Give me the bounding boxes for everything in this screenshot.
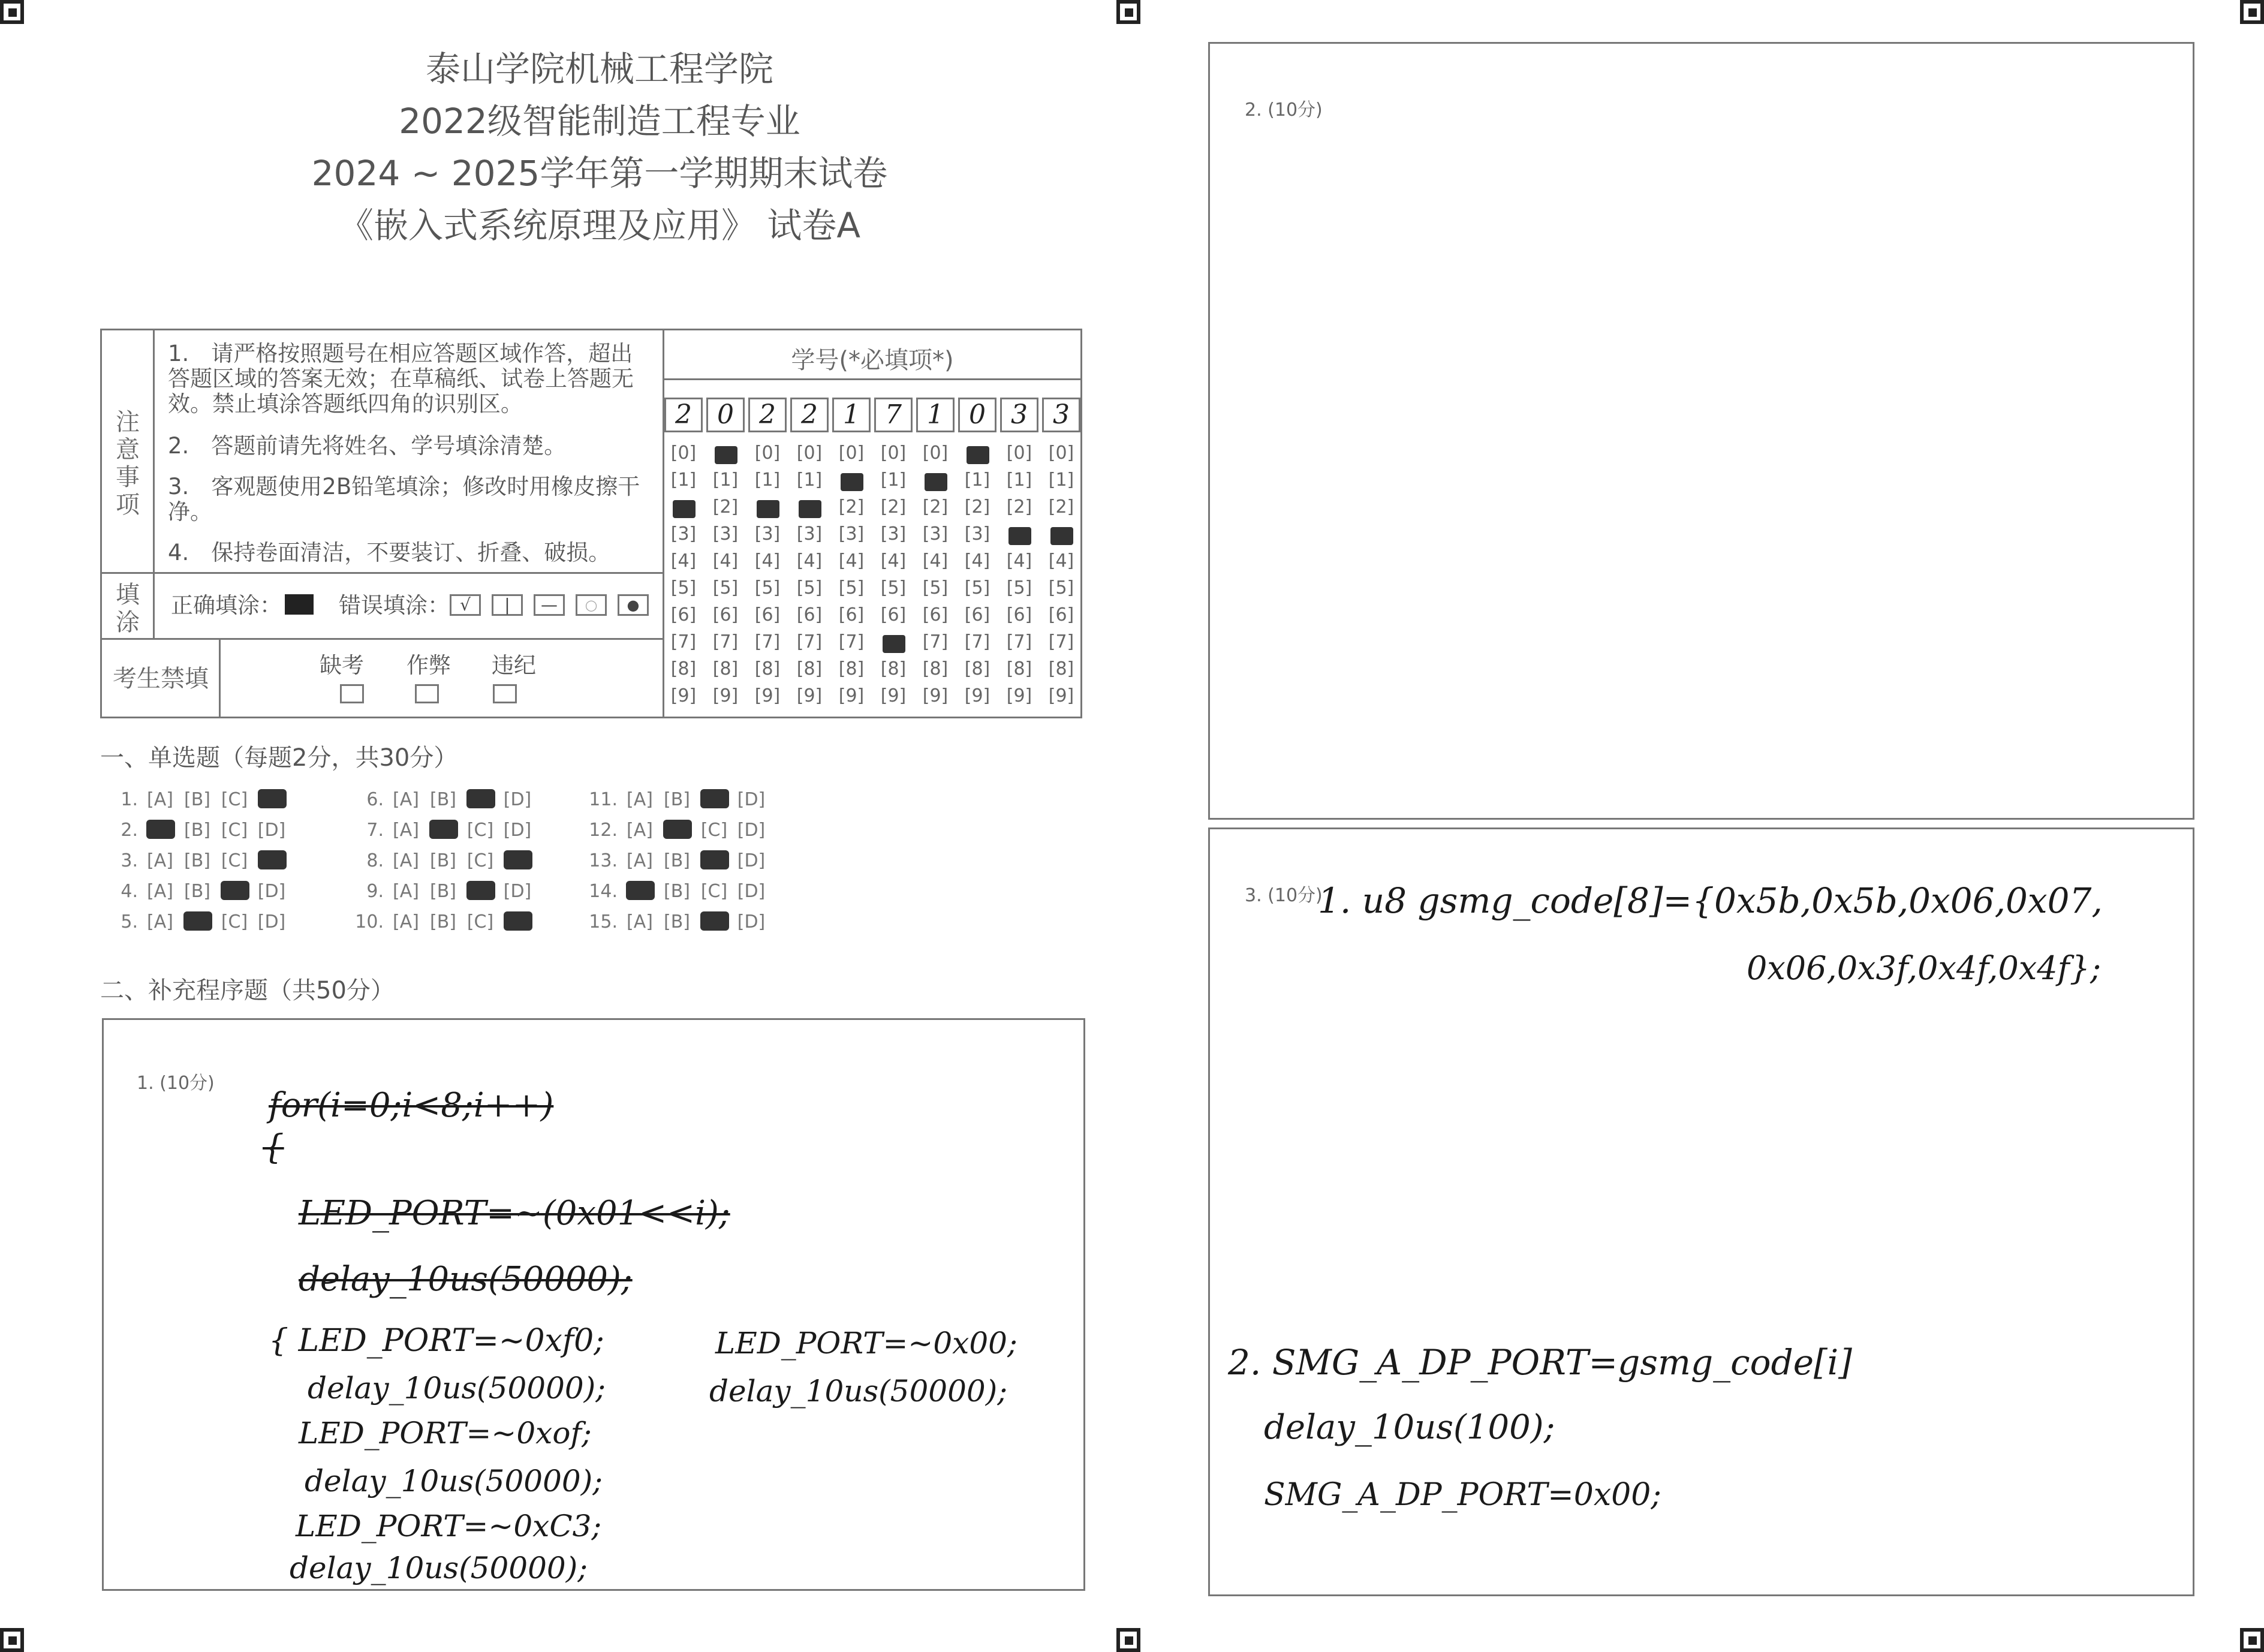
mcq-option-bubble[interactable]: [D] — [737, 881, 766, 902]
student-id-bubble[interactable]: [8] — [712, 658, 739, 679]
violation-label: 违纪 — [492, 652, 536, 678]
student-id-bubble[interactable]: [6] — [838, 604, 865, 625]
student-id-digit: 3 — [1011, 399, 1028, 430]
student-id-bubble[interactable]: [9] — [670, 685, 697, 706]
mcq-option-bubble[interactable]: [C] — [221, 850, 248, 871]
mcq-question-number: 12. — [589, 820, 618, 841]
mcq-option-bubble[interactable]: [D] — [257, 881, 286, 902]
mcq-option-bubble[interactable]: [C] — [221, 911, 248, 932]
student-id-bubble[interactable]: [6] — [1006, 604, 1032, 625]
mcq-option-bubble[interactable]: [A] — [147, 881, 173, 902]
mcq-option-bubble[interactable]: [A] — [627, 789, 653, 810]
q1-struck-line-4: delay_10us(50000); — [299, 1260, 633, 1299]
q1-struck-line-1: for(i=0;i<8;i++) — [269, 1086, 554, 1125]
mcq-option-bubble[interactable] — [658, 820, 696, 841]
q3-part1-line-2: 0x06,0x3f,0x4f,0x4f}; — [1747, 949, 2102, 987]
wrong-mark-bar: | — [492, 594, 523, 616]
info-box — [100, 329, 1082, 718]
student-id-bubble[interactable] — [706, 443, 745, 464]
student-id-bubble[interactable]: [1] — [1006, 470, 1032, 491]
student-id-bubble[interactable]: [8] — [754, 658, 781, 679]
student-id-bubble[interactable]: [9] — [1048, 685, 1074, 706]
q1-left-line-5: LED_PORT=~0xC3; — [296, 1509, 602, 1543]
mcq-option-bubble[interactable]: [B] — [664, 789, 690, 810]
mcq-option-bubble[interactable]: [B] — [664, 881, 690, 902]
q3-label: 3. (10分) — [1245, 885, 1323, 906]
mcq-question-number: 6. — [366, 789, 384, 810]
wrong-mark-dash: — — [534, 594, 565, 616]
mcq-option-bubble[interactable]: [B] — [664, 911, 690, 932]
student-id-bubble[interactable]: [3] — [754, 523, 781, 544]
student-id-bubble[interactable]: [3] — [964, 523, 990, 544]
mcq-question-number: 4. — [121, 881, 138, 902]
q1-right-line-2: delay_10us(50000); — [709, 1374, 1008, 1409]
mcq-option-bubble[interactable] — [696, 911, 733, 932]
term-title: 2024 ~ 2025学年第一学期期末试卷 — [311, 153, 888, 194]
student-id-digit: 2 — [801, 399, 818, 430]
student-id-bubble[interactable]: [9] — [880, 685, 907, 706]
student-id-bubble[interactable]: [7] — [1048, 631, 1074, 652]
mcq-option-bubble[interactable]: [A] — [393, 789, 419, 810]
mcq-option-bubble[interactable]: [D] — [257, 820, 286, 841]
mcq-question — [582, 911, 770, 932]
student-id-bubble[interactable]: [9] — [1006, 685, 1032, 706]
answer-box-q2[interactable] — [1208, 42, 2194, 820]
course-title: 《嵌入式系统原理及应用》 试卷A — [338, 205, 861, 246]
student-id-bubble[interactable]: [9] — [754, 685, 781, 706]
student-id-bubble[interactable]: [6] — [1048, 604, 1074, 625]
student-id-bubble[interactable]: [5] — [922, 577, 949, 598]
student-id-bubble[interactable]: [6] — [964, 604, 990, 625]
student-id-bubble[interactable]: [3] — [670, 523, 697, 544]
mcq-question-number: 8. — [366, 850, 384, 871]
mcq-option-bubble[interactable] — [179, 911, 216, 932]
student-id-bubble[interactable]: [8] — [796, 658, 823, 679]
fill-correct-label: 正确填涂： — [171, 592, 282, 618]
answer-box-q1[interactable] — [102, 1018, 1085, 1591]
mcq-question — [102, 789, 290, 810]
mcq-option-bubble[interactable]: [D] — [503, 820, 532, 841]
student-id-bubble[interactable]: [2] — [1048, 496, 1074, 517]
student-id-bubble[interactable]: [8] — [838, 658, 865, 679]
notice-item-3: 3. 客观题使用2B铅笔填涂；修改时用橡皮擦干净。 — [168, 474, 640, 525]
mcq-question-number: 14. — [589, 881, 618, 902]
fill-correct-sample — [285, 594, 314, 615]
mcq-option-bubble[interactable]: [D] — [503, 881, 532, 902]
mcq-option-bubble[interactable]: [A] — [627, 911, 653, 932]
student-id-bubble[interactable]: [9] — [838, 685, 865, 706]
mcq-option-bubble[interactable]: [B] — [430, 881, 456, 902]
notice-item-4: 4. 保持卷面清洁，不要装订、折叠、破损。 — [168, 540, 611, 565]
student-id-bubble[interactable]: [5] — [796, 577, 823, 598]
student-id-bubble[interactable]: [5] — [880, 577, 907, 598]
mcq-option-bubble[interactable]: [B] — [430, 850, 456, 871]
mcq-option-bubble[interactable]: [B] — [430, 789, 456, 810]
mcq-option-bubble[interactable]: [A] — [393, 911, 419, 932]
notice-label: 注 意 事 项 — [116, 408, 140, 519]
mcq-question-number: 1. — [121, 789, 138, 810]
student-id-bubble[interactable] — [790, 496, 829, 517]
mcq-question-number: 10. — [355, 911, 384, 932]
mcq-option-bubble[interactable]: [B] — [184, 789, 210, 810]
student-id-bubble[interactable]: [4] — [670, 550, 697, 571]
mcq-question — [582, 820, 770, 841]
student-id-bubble[interactable]: [8] — [922, 658, 949, 679]
student-id-bubble[interactable]: [8] — [1048, 658, 1074, 679]
student-id-bubble[interactable]: [2] — [1006, 496, 1032, 517]
mcq-option-bubble[interactable]: [A] — [393, 881, 419, 902]
mcq-option-bubble[interactable] — [216, 881, 253, 902]
corner-marker-top-center — [1116, 0, 1140, 24]
student-id-bubble[interactable]: [7] — [964, 631, 990, 652]
mcq-question — [102, 881, 290, 902]
q1-left-line-6: delay_10us(50000); — [290, 1551, 588, 1585]
student-id-bubble[interactable] — [1042, 523, 1080, 544]
student-id-bubble[interactable] — [1000, 523, 1038, 544]
mcq-question-number: 11. — [589, 789, 618, 810]
mcq-option-bubble[interactable]: [D] — [737, 820, 766, 841]
student-id-bubble[interactable]: [7] — [922, 631, 949, 652]
student-id-bubble[interactable]: [9] — [964, 685, 990, 706]
student-id-bubble[interactable]: [4] — [964, 550, 990, 571]
student-id-bubble[interactable] — [874, 631, 913, 652]
mcq-question — [582, 881, 770, 902]
student-id-digit: 2 — [759, 399, 776, 430]
mcq-question-number: 3. — [121, 850, 138, 871]
mcq-option-bubble[interactable]: [C] — [700, 820, 728, 841]
student-id-bubble[interactable]: [4] — [1006, 550, 1032, 571]
q1-struck-line-2: { — [263, 1128, 284, 1167]
mcq-option-bubble[interactable]: [D] — [737, 850, 766, 871]
student-id-bubble[interactable]: [0] — [754, 443, 781, 464]
mcq-option-bubble[interactable] — [621, 881, 658, 902]
student-id-bubble[interactable]: [8] — [880, 658, 907, 679]
mcq-option-bubble[interactable] — [696, 789, 733, 810]
mcq-option-bubble[interactable]: [C] — [221, 789, 248, 810]
student-id-title: 学号(*必填项*) — [791, 347, 954, 374]
mcq-option-bubble[interactable]: [D] — [503, 789, 532, 810]
mcq-question — [102, 911, 290, 932]
mcq-question-number: 7. — [366, 820, 384, 841]
student-id-bubble[interactable] — [664, 496, 703, 517]
student-id-bubble[interactable]: [8] — [670, 658, 697, 679]
mcq-option-bubble[interactable]: [C] — [466, 850, 494, 871]
corner-marker-bottom-left — [0, 1628, 24, 1652]
student-id-bubble[interactable]: [6] — [670, 604, 697, 625]
student-id-bubble[interactable]: [5] — [754, 577, 781, 598]
q3-part2-line-1: 2. SMG_A_DP_PORT=gsmg_code[i] — [1228, 1342, 1852, 1383]
mcq-option-bubble[interactable]: [C] — [700, 881, 728, 902]
mcq-option-bubble[interactable]: [A] — [147, 789, 173, 810]
student-id-bubble[interactable]: [1] — [796, 470, 823, 491]
student-id-bubble[interactable]: [7] — [838, 631, 865, 652]
mcq-question — [348, 881, 536, 902]
student-id-bubble[interactable]: [6] — [922, 604, 949, 625]
mcq-option-bubble[interactable]: [D] — [737, 789, 766, 810]
corner-marker-bottom-right — [2240, 1628, 2264, 1652]
student-id-bubble[interactable]: [7] — [712, 631, 739, 652]
student-id-bubble[interactable]: [7] — [796, 631, 823, 652]
q3-part2-line-2: delay_10us(100); — [1264, 1408, 1555, 1447]
student-id-digit: 7 — [885, 399, 902, 430]
student-id-bubble[interactable]: [0] — [922, 443, 949, 464]
corner-marker-top-right — [2240, 0, 2264, 24]
mcq-question — [582, 850, 770, 871]
student-id-bubble[interactable]: [7] — [670, 631, 697, 652]
wrong-mark-check: √ — [450, 594, 481, 616]
student-id-bubble[interactable]: [0] — [670, 443, 697, 464]
student-id-bubble[interactable]: [6] — [754, 604, 781, 625]
mcq-question-number: 2. — [121, 820, 138, 841]
mcq-option-bubble[interactable]: [B] — [184, 820, 210, 841]
student-id-bubble[interactable]: [6] — [712, 604, 739, 625]
mcq-option-bubble[interactable]: [A] — [627, 820, 653, 841]
student-id-bubble[interactable]: [2] — [880, 496, 907, 517]
student-id-bubble[interactable]: [1] — [670, 470, 697, 491]
student-id-bubble[interactable]: [7] — [754, 631, 781, 652]
mcq-option-bubble[interactable]: [A] — [147, 911, 173, 932]
mcq-option-bubble[interactable]: [A] — [393, 850, 419, 871]
student-id-bubble[interactable]: [0] — [880, 443, 907, 464]
student-id-bubble[interactable]: [5] — [838, 577, 865, 598]
mcq-question-number: 15. — [589, 911, 618, 932]
mcq-question — [102, 820, 290, 841]
mcq-option-bubble[interactable]: [D] — [257, 911, 286, 932]
student-id-bubble[interactable]: [2] — [964, 496, 990, 517]
mcq-question-number: 9. — [366, 881, 384, 902]
q1-left-line-1: { LED_PORT=~0xf0; — [269, 1323, 604, 1359]
mcq-option-bubble[interactable] — [142, 820, 179, 841]
student-id-bubble[interactable]: [4] — [922, 550, 949, 571]
student-id-bubble[interactable]: [3] — [838, 523, 865, 544]
student-id-bubble[interactable]: [2] — [838, 496, 865, 517]
student-id-bubble[interactable]: [3] — [880, 523, 907, 544]
mcq-option-bubble[interactable]: [A] — [627, 850, 653, 871]
student-id-bubble[interactable]: [7] — [1006, 631, 1032, 652]
student-id-digit: 0 — [969, 399, 986, 430]
mcq-option-bubble[interactable]: [B] — [184, 850, 210, 871]
student-id-digit: 3 — [1053, 399, 1070, 430]
student-id-bubble[interactable]: [9] — [796, 685, 823, 706]
student-id-bubble[interactable]: [0] — [796, 443, 823, 464]
student-id-bubble[interactable]: [1] — [1048, 470, 1074, 491]
q1-left-line-2: delay_10us(50000); — [308, 1371, 606, 1406]
answer-box-q3[interactable] — [1208, 827, 2194, 1596]
section1-title: 一、单选题（每题2分，共30分） — [100, 744, 458, 772]
q3-part2-line-3: SMG_A_DP_PORT=0x00; — [1264, 1477, 1661, 1513]
major-title: 2022级智能制造工程专业 — [399, 101, 800, 142]
q1-struck-line-3: LED_PORT=~(0x01<<i); — [299, 1194, 730, 1233]
mcq-option-bubble[interactable]: [B] — [664, 850, 690, 871]
student-id-digit: 0 — [717, 399, 734, 430]
fill-wrong-label: 错误填涂： — [339, 592, 450, 618]
student-id-bubble[interactable]: [5] — [712, 577, 739, 598]
student-id-bubble[interactable] — [832, 470, 871, 491]
student-id-bubble[interactable]: [3] — [712, 523, 739, 544]
student-id-bubble[interactable]: [9] — [712, 685, 739, 706]
mcq-option-bubble[interactable]: [A] — [393, 820, 419, 841]
student-id-bubble[interactable]: [6] — [796, 604, 823, 625]
corner-marker-top-left — [0, 0, 24, 24]
mcq-option-bubble[interactable]: [C] — [221, 820, 248, 841]
q1-label: 1. (10分) — [137, 1073, 215, 1094]
student-id-bubble[interactable]: [3] — [796, 523, 823, 544]
student-id-bubble[interactable]: [4] — [1048, 550, 1074, 571]
student-id-bubble[interactable]: [3] — [922, 523, 949, 544]
mcq-question-number: 13. — [589, 850, 618, 871]
absent-label: 缺考 — [320, 652, 364, 678]
mcq-option-bubble[interactable] — [499, 850, 536, 871]
student-id-bubble[interactable]: [5] — [670, 577, 697, 598]
q1-left-line-4: delay_10us(50000); — [305, 1464, 603, 1498]
student-id-bubble[interactable]: [5] — [1048, 577, 1074, 598]
mcq-question — [348, 789, 536, 810]
q2-label: 2. (10分) — [1245, 100, 1323, 121]
exam-status-label: 考生禁填 — [113, 665, 209, 693]
section2-title: 二、补充程序题（共50分） — [100, 977, 395, 1004]
mcq-option-bubble[interactable] — [424, 820, 462, 841]
mcq-option-bubble[interactable] — [462, 881, 499, 902]
mcq-question — [348, 911, 536, 932]
student-id-bubble[interactable]: [4] — [796, 550, 823, 571]
wrong-mark-circle: ○ — [576, 594, 607, 616]
mcq-option-bubble[interactable] — [462, 789, 499, 810]
cheat-checkbox[interactable] — [415, 684, 439, 703]
student-id-bubble[interactable]: [1] — [754, 470, 781, 491]
student-id-bubble[interactable]: [4] — [712, 550, 739, 571]
student-id-bubble[interactable]: [0] — [838, 443, 865, 464]
mcq-option-bubble[interactable]: [D] — [737, 911, 766, 932]
mcq-option-bubble[interactable]: [C] — [466, 911, 494, 932]
mcq-option-bubble[interactable]: [C] — [466, 820, 494, 841]
student-id-bubble[interactable]: [2] — [922, 496, 949, 517]
student-id-bubble[interactable]: [0] — [1048, 443, 1074, 464]
absent-checkbox[interactable] — [340, 684, 364, 703]
mcq-question-number: 5. — [121, 911, 138, 932]
student-id-bubble[interactable]: [1] — [880, 470, 907, 491]
mcq-question — [102, 850, 290, 871]
mcq-option-bubble[interactable]: [B] — [184, 881, 210, 902]
mcq-question — [348, 850, 536, 871]
student-id-digit: 1 — [927, 399, 944, 430]
mcq-option-bubble[interactable] — [499, 911, 536, 932]
student-id-bubble[interactable]: [5] — [964, 577, 990, 598]
violation-checkbox[interactable] — [493, 684, 517, 703]
student-id-bubble[interactable] — [748, 496, 787, 517]
q1-right-line-1: LED_PORT=~0x00; — [715, 1326, 1017, 1361]
mcq-option-bubble[interactable] — [253, 850, 290, 871]
mcq-option-bubble[interactable] — [253, 789, 290, 810]
q1-left-line-3: LED_PORT=~0xof; — [299, 1416, 592, 1451]
school-title: 泰山学院机械工程学院 — [425, 49, 773, 89]
student-id-digit: 2 — [675, 399, 692, 430]
notice-item-2: 2. 答题前请先将姓名、学号填涂清楚。 — [168, 433, 567, 459]
student-id-bubble[interactable]: [8] — [964, 658, 990, 679]
mcq-option-bubble[interactable]: [A] — [147, 850, 173, 871]
q3-part1-line-1: 1. u8 gsmg_code[8]={0x5b,0x5b,0x06,0x07, — [1318, 880, 2103, 921]
student-id-bubble[interactable] — [958, 443, 996, 464]
student-id-bubble[interactable] — [916, 470, 955, 491]
student-id-bubble[interactable]: [9] — [922, 685, 949, 706]
student-id-bubble[interactable]: [8] — [1006, 658, 1032, 679]
corner-marker-bottom-center — [1116, 1628, 1140, 1652]
student-id-bubble[interactable]: [0] — [1006, 443, 1032, 464]
notice-item-1: 1. 请严格按照题号在相应答题区域作答，超出答题区域的答案无效；在草稿纸、试卷上答题无效。禁止填涂答题纸四角的识别区。 — [168, 341, 634, 417]
mcq-option-bubble[interactable]: [B] — [430, 911, 456, 932]
student-id-bubble[interactable]: [4] — [754, 550, 781, 571]
student-id-bubble[interactable]: [1] — [712, 470, 739, 491]
mcq-question — [348, 820, 536, 841]
student-id-bubble[interactable]: [5] — [1006, 577, 1032, 598]
mcq-option-bubble[interactable] — [696, 850, 733, 871]
student-id-bubble[interactable]: [4] — [880, 550, 907, 571]
student-id-bubble[interactable]: [4] — [838, 550, 865, 571]
student-id-bubble[interactable]: [2] — [712, 496, 739, 517]
student-id-bubble[interactable]: [6] — [880, 604, 907, 625]
wrong-mark-dot: ● — [618, 594, 649, 616]
student-id-bubble[interactable]: [1] — [964, 470, 990, 491]
student-id-digit: 1 — [843, 399, 860, 430]
fill-label: 填 涂 — [116, 581, 140, 636]
mcq-question — [582, 789, 770, 810]
cheat-label: 作弊 — [407, 652, 451, 678]
student-id-grid — [664, 330, 1084, 718]
